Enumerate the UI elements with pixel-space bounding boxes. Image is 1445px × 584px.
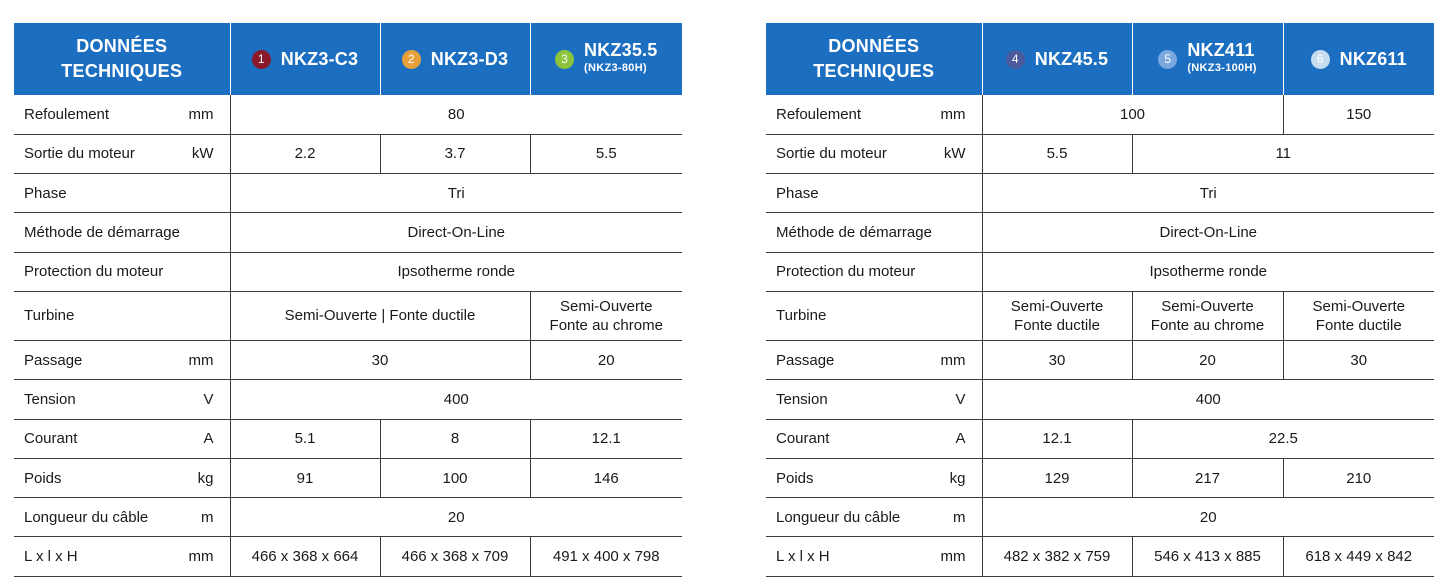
- number-badge-icon: 6: [1311, 50, 1330, 69]
- cell-value: 80: [230, 95, 682, 134]
- cell-value: 30: [982, 340, 1132, 379]
- row-unit: mm: [940, 351, 966, 369]
- row-turbine: [14, 291, 682, 340]
- cell-value: 5.5: [982, 134, 1132, 173]
- model-header-2: [380, 23, 530, 95]
- row-unit: mm: [940, 548, 966, 566]
- number-badge-icon: 3: [555, 50, 574, 69]
- cell-value: 129: [982, 458, 1132, 497]
- cell-value: 5.1: [230, 419, 380, 458]
- cell-line: Semi-Ouverte: [559, 297, 653, 315]
- row-label: Courant: [24, 430, 78, 448]
- cell-line: Fonte ductile: [1315, 316, 1402, 334]
- header-label-line1: DONNÉES: [76, 36, 168, 56]
- row-refoulement: [766, 95, 1434, 134]
- row-label: Phase: [24, 184, 67, 202]
- row-unit: kg: [949, 469, 966, 487]
- model-name: NKZ35.5: [584, 40, 658, 60]
- row-turbine: [766, 291, 1434, 340]
- cell-value: 91: [230, 458, 380, 497]
- row-passage: [766, 340, 1434, 379]
- row-label: Phase: [776, 184, 819, 202]
- cell-value: 466 x 368 x 664: [230, 537, 380, 576]
- cell-value: 466 x 368 x 709: [380, 537, 530, 576]
- row-courant: [766, 419, 1434, 458]
- cell-value: 150: [1283, 95, 1434, 134]
- model-subname: (NKZ3-100H): [1187, 62, 1257, 74]
- cell-value: 12.1: [982, 419, 1132, 458]
- row-unit: m: [201, 508, 214, 526]
- header-row: [14, 23, 682, 95]
- cell-value: 12.1: [530, 419, 682, 458]
- row-sortie-moteur: [14, 134, 682, 173]
- cell-value: 400: [982, 380, 1434, 419]
- cell-line: Semi-Ouverte: [1161, 297, 1254, 315]
- cell-line: Fonte au chrome: [549, 316, 663, 334]
- cell-value: [530, 291, 682, 340]
- row-label: Courant: [776, 430, 830, 448]
- row-unit: mm: [188, 351, 214, 369]
- cell-value: 30: [1283, 340, 1434, 379]
- cell-value: 3.7: [380, 134, 530, 173]
- row-label: Refoulement: [24, 105, 110, 123]
- row-protection: [14, 252, 682, 291]
- cell-value: 8: [380, 419, 530, 458]
- row-unit: kg: [197, 469, 214, 487]
- header-label-line2: TECHNIQUES: [813, 61, 935, 81]
- row-longueur: [766, 498, 1434, 537]
- row-sortie-moteur: [766, 134, 1434, 173]
- row-label: Tension: [24, 390, 76, 408]
- row-methode: [766, 213, 1434, 252]
- header-row: [766, 23, 1434, 95]
- cell-value: Direct-On-Line: [230, 213, 682, 252]
- cell-value: 100: [380, 458, 530, 497]
- row-protection: [766, 252, 1434, 291]
- number-badge-icon: 5: [1158, 50, 1177, 69]
- row-label: Sortie du moteur: [24, 145, 135, 163]
- cell-value: 546 x 413 x 885: [1132, 537, 1283, 576]
- row-label: Protection du moteur: [24, 263, 164, 281]
- cell-value: 20: [982, 498, 1434, 537]
- cell-value: Tri: [982, 174, 1434, 213]
- row-unit: A: [955, 430, 966, 448]
- cell-value: Semi-Ouverte | Fonte ductile: [230, 291, 530, 340]
- row-unit: kW: [191, 145, 214, 163]
- row-tension: [766, 380, 1434, 419]
- row-refoulement: [14, 95, 682, 134]
- model-name: NKZ45.5: [1034, 49, 1109, 69]
- row-label: Refoulement: [776, 105, 862, 123]
- header-label-line2: TECHNIQUES: [61, 61, 183, 81]
- row-unit: V: [955, 390, 966, 408]
- model-subname: (NKZ3-80H): [584, 62, 647, 74]
- row-unit: mm: [188, 548, 214, 566]
- cell-value: 146: [530, 458, 682, 497]
- row-label: Passage: [24, 351, 83, 369]
- cell-value: 618 x 449 x 842: [1283, 537, 1434, 576]
- row-label: Turbine: [24, 307, 75, 325]
- model-name: NKZ611: [1339, 49, 1407, 69]
- row-longueur: [14, 498, 682, 537]
- row-label: Sortie du moteur: [776, 145, 887, 163]
- model-header-6: [1283, 23, 1434, 95]
- cell-value: Tri: [230, 174, 682, 213]
- row-label: Passage: [776, 351, 835, 369]
- number-badge-icon: 1: [252, 50, 271, 69]
- row-dimensions: [14, 537, 682, 576]
- model-header-5: [1132, 23, 1283, 95]
- row-unit: mm: [940, 105, 966, 123]
- row-label: Poids: [776, 469, 814, 487]
- row-poids: [14, 458, 682, 497]
- row-phase: [766, 174, 1434, 213]
- cell-value: Ipsotherme ronde: [982, 252, 1434, 291]
- model-name: NKZ3-C3: [280, 49, 359, 69]
- cell-line: Fonte ductile: [1014, 316, 1100, 334]
- number-badge-icon: 2: [402, 50, 421, 69]
- row-label: Méthode de démarrage: [776, 224, 932, 242]
- row-unit: m: [953, 508, 966, 526]
- row-dimensions: [766, 537, 1434, 576]
- cell-value: [1283, 291, 1434, 340]
- model-name: NKZ3-D3: [430, 49, 509, 69]
- cell-value: 20: [230, 498, 682, 537]
- row-phase: [14, 174, 682, 213]
- header-label-cell: [766, 23, 982, 95]
- row-label: Longueur du câble: [24, 508, 149, 526]
- row-label: L x l x H: [776, 548, 830, 566]
- cell-value: 30: [230, 340, 530, 379]
- cell-value: 2.2: [230, 134, 380, 173]
- row-label: Poids: [24, 469, 62, 487]
- cell-value: 11: [1132, 134, 1434, 173]
- row-unit: A: [203, 430, 214, 448]
- row-label: Longueur du câble: [776, 508, 901, 526]
- row-courant: [14, 419, 682, 458]
- cell-value: 400: [230, 380, 682, 419]
- spec-table-right: [766, 23, 1434, 577]
- row-label: Turbine: [776, 307, 827, 325]
- cell-line: Semi-Ouverte: [1312, 297, 1406, 315]
- number-badge-icon: 4: [1006, 50, 1025, 69]
- row-unit: V: [203, 390, 214, 408]
- cell-value: 22.5: [1132, 419, 1434, 458]
- row-poids: [766, 458, 1434, 497]
- cell-value: 210: [1283, 458, 1434, 497]
- row-unit: mm: [188, 105, 214, 123]
- cell-value: 491 x 400 x 798: [530, 537, 682, 576]
- header-label-line1: DONNÉES: [828, 36, 920, 56]
- cell-value: 482 x 382 x 759: [982, 537, 1132, 576]
- cell-value: 100: [982, 95, 1283, 134]
- row-label: Tension: [776, 390, 828, 408]
- cell-value: 20: [530, 340, 682, 379]
- cell-value: 217: [1132, 458, 1283, 497]
- spec-table-left: [14, 23, 682, 577]
- cell-value: Direct-On-Line: [982, 213, 1434, 252]
- model-header-3: [530, 23, 682, 95]
- model-name: NKZ411: [1187, 40, 1255, 60]
- header-label-cell: [14, 23, 230, 95]
- row-methode: [14, 213, 682, 252]
- cell-line: Fonte au chrome: [1150, 316, 1265, 334]
- row-label: Méthode de démarrage: [24, 224, 180, 242]
- cell-value: 20: [1132, 340, 1283, 379]
- model-header-1: [230, 23, 380, 95]
- row-label: Protection du moteur: [776, 263, 916, 281]
- cell-value: [982, 291, 1132, 340]
- row-passage: [14, 340, 682, 379]
- cell-value: [1132, 291, 1283, 340]
- model-header-4: [982, 23, 1132, 95]
- row-unit: kW: [943, 145, 966, 163]
- cell-line: Semi-Ouverte: [1010, 297, 1104, 315]
- row-tension: [14, 380, 682, 419]
- cell-value: 5.5: [530, 134, 682, 173]
- row-label: L x l x H: [24, 548, 78, 566]
- cell-value: Ipsotherme ronde: [230, 252, 682, 291]
